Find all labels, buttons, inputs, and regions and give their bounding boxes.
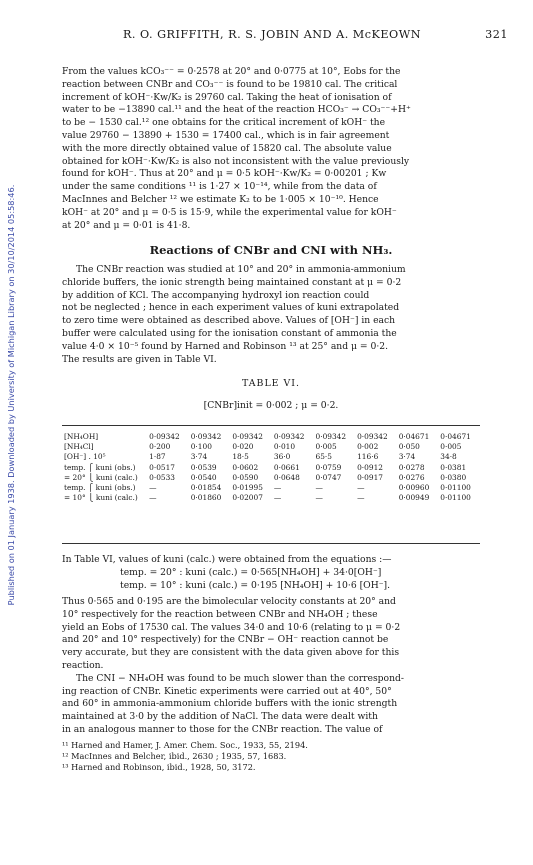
text-line: found for kOH⁻. Thus at 20° and μ = 0·5 kOH⁻·Kw/K₂ = 0·00201 ; Kw — [62, 168, 387, 180]
equations-intro: In Table VI, values of kuni (calc.) were obtained from the equations :— — [62, 554, 392, 565]
text-line: in an analogous manner to those for the CNBr reaction. The value of — [62, 723, 383, 735]
table-row — [62, 432, 480, 442]
row-label: temp. ⎧ kuni (obs.) — [64, 462, 136, 472]
text-line: buffer were calculated using for the ionisation constant of ammonia the — [62, 327, 397, 339]
text-line: value 4·0 × 10⁻⁵ found by Harned and Robinson ¹³ at 25° and μ = 0·2. — [62, 340, 389, 352]
table-cell: — — [315, 493, 323, 503]
table-cell: 0·0540 — [190, 472, 217, 482]
text-line: at 20° and μ = 0·01 is 41·8. — [62, 219, 191, 231]
text-line: reaction. — [62, 659, 104, 671]
footnotes — [62, 740, 480, 773]
table-cell: — — [149, 483, 157, 493]
row-label: = 10° ⎩ kuni (calc.) — [64, 493, 138, 503]
table-cell: 0·01100 — [440, 493, 471, 503]
text-line: increment of kOH⁻·Kw/K₂ is 29760 cal. Taking the heat of ionisation of — [62, 91, 392, 103]
equation: temp. = 10° : kuni (calc.) = 0·195 [NH₄OH] + 10·6 [OH⁻]. — [120, 579, 391, 591]
table-cell: 0·050 — [398, 442, 420, 452]
text-line: 10° respectively for the reaction between CNBr and NH₄OH ; these — [62, 608, 378, 620]
header-authors: R. O. GRIFFITH, R. S. JOBIN AND A. McKEOWN — [122, 28, 422, 41]
table-row — [62, 442, 480, 452]
table-cell: 0·0590 — [232, 472, 259, 482]
table-cell: 34·8 — [440, 452, 457, 462]
section-title: Reactions of CNBr and CNI with NH₃. — [149, 243, 393, 257]
table-cell: 0·00960 — [398, 483, 430, 493]
table-cell: 0·002 — [357, 442, 379, 452]
text-line: reaction between CNBr and CO₃⁻⁻ is found to be 19810 cal. The critical — [62, 78, 398, 90]
table-row — [62, 483, 480, 493]
equation: temp. = 20° : kuni (calc.) = 0·565[NH₄OH] + 34·0[OH⁻] — [120, 566, 382, 578]
footnote: ¹² MacInnes and Belcher, ibid., 2630 ; 1935, 57, 1683. — [62, 751, 287, 761]
table-cell: 0·0381 — [440, 462, 467, 472]
text-line: The results are given in Table VI. — [62, 353, 217, 365]
table-row — [62, 493, 480, 503]
table-cell: 0·0380 — [440, 472, 467, 482]
table-condition: [CNBr]init = 0·002 ; μ = 0·2. — [203, 400, 339, 411]
table-cell: — — [273, 493, 282, 503]
table-cell: 0·04671 — [440, 432, 471, 441]
table-cell: 0·005 — [315, 442, 337, 452]
text-line: MacInnes and Belcher ¹² we estimate K₂ to be 1·005 × 10⁻¹⁰. Hence — [62, 193, 379, 205]
table-cell: 0·0648 — [273, 472, 300, 482]
table-cell: 18·5 — [232, 452, 249, 462]
table-cell: 0·0539 — [190, 462, 217, 472]
text-line: maintained at 3·0 by the addition of NaCl. The data were dealt with — [62, 711, 378, 723]
table-cell: 0·09342 — [232, 432, 263, 441]
table-cell: 0·00949 — [398, 493, 430, 503]
intro-paragraph — [62, 66, 480, 232]
table-cell: 0·09342 — [315, 432, 347, 441]
table-cell: 0·0661 — [273, 462, 300, 472]
table-cell: 36·0 — [273, 452, 291, 462]
table-cell: 0·09342 — [357, 432, 388, 441]
table-cell: 0·0533 — [149, 472, 176, 482]
table-cell: — — [357, 493, 365, 503]
footnote: ¹¹ Harned and Hamer, J. Amer. Chem. Soc., 1933, 55, 2194. — [62, 740, 308, 750]
text-line: From the values kCO₃⁻⁻ = 0·2578 at 20° and 0·0775 at 10°, Eobs for the — [62, 66, 401, 77]
section-paragraph — [62, 264, 480, 366]
text-line: and 60° in ammonia-ammonium chloride buffers with the ionic strength — [62, 698, 398, 710]
table-cell: 0·09342 — [190, 432, 222, 441]
text-line: by addition of KCl. The accompanying hydroxyl ion reaction could — [62, 289, 370, 301]
table-cell: 0·005 — [440, 442, 462, 452]
table-cell: 0·09342 — [273, 432, 305, 441]
text-line: kOH⁻ at 20° and μ = 0·5 is 15·9, while the experimental value for kOH⁻ — [62, 206, 397, 218]
table-cell: 0·0276 — [398, 472, 425, 482]
table-cell: — — [149, 493, 157, 503]
table-cell: — — [273, 483, 282, 493]
table-cell: 0·04671 — [398, 432, 430, 441]
table-cell: 0·0602 — [232, 462, 259, 472]
data-table — [62, 425, 480, 544]
table-row — [62, 452, 480, 462]
text-line: obtained for kOH⁻·Kw/K₂ is also not inconsistent with the value previously — [62, 155, 410, 167]
text-line: to be − 1530 cal.¹² one obtains for the critical increment of kOH⁻ the — [62, 117, 386, 129]
table-cell: — — [315, 483, 323, 493]
row-label: [NH₄Cl] — [64, 442, 94, 452]
text-line: to zero time were obtained as described above. Values of [OH⁻] in each — [62, 315, 396, 327]
table-cell: 0·0747 — [315, 472, 342, 482]
table-cell: 0·01100 — [440, 483, 471, 493]
table-row — [62, 473, 480, 483]
table-cell: 0·02007 — [232, 493, 263, 503]
table-cell: 0·09342 — [149, 432, 180, 441]
table-cell: 0·0917 — [357, 472, 383, 482]
text-line: with the more directly obtained value of 15820 cal. The absolute value — [62, 142, 392, 154]
table-cell: 3·74 — [190, 452, 208, 462]
text-line: value 29760 − 13890 + 1530 = 17400 cal., which is in fair agreement — [62, 129, 390, 141]
table-cell: 3·74 — [398, 452, 416, 462]
table-cell: — — [357, 483, 365, 493]
table-body — [62, 432, 480, 503]
row-label: temp. ⎧ kuni (obs.) — [64, 483, 136, 493]
equations-block — [62, 554, 480, 592]
text-line: not be neglected ; hence in each experiment values of kuni extrapolated — [62, 302, 400, 314]
footnote: ¹³ Harned and Robinson, ibid., 1928, 50, 3172. — [62, 762, 256, 772]
text-line: The CNI − NH₄OH was found to be much slower than the correspond- — [76, 672, 404, 684]
text-line: very accurate, but they are consistent with the data given above for this — [62, 647, 400, 659]
page-number: 321 — [485, 28, 508, 41]
table-cell: 0·01854 — [190, 483, 222, 493]
text-line: ing reaction of CNBr. Kinetic experiments were carried out at 40°, 50° — [62, 685, 392, 697]
table-cell: 0·01860 — [190, 493, 222, 503]
row-label: = 20° ⎩ kuni (calc.) — [64, 472, 138, 482]
table-cell: 0·020 — [232, 442, 254, 452]
text-line: and 20° and 10° respectively) for the CNBr − OH⁻ reaction cannot be — [62, 634, 389, 646]
download-stamp-text: Published on 01 January 1938. Downloaded by University of Michigan Library on 30/10/2014 05:58:46. — [6, 184, 16, 606]
table-cell: 116·6 — [357, 452, 379, 462]
row-label: [OH⁻] . 10⁵ — [64, 452, 106, 462]
text-line: The CNBr reaction was studied at 10° and 20° in ammonia-ammonium — [76, 264, 406, 275]
table-title: TABLE VI. — [242, 378, 300, 389]
table-cell: 0·200 — [149, 442, 171, 452]
table-cell: 0·0278 — [398, 462, 425, 472]
text-line: chloride buffers, the ionic strength being maintained constant at μ = 0·2 — [62, 276, 402, 288]
table-cell: 0·0759 — [315, 462, 342, 472]
closing-paragraph — [62, 596, 480, 737]
row-label: [NH₄OH] — [64, 432, 99, 441]
table-cell: 0·0517 — [149, 462, 176, 472]
table-cell: 0·01995 — [232, 483, 263, 493]
download-stamp — [6, 50, 16, 740]
table-cell: 0·0912 — [357, 462, 383, 472]
running-header — [62, 28, 508, 41]
table-cell: 0·010 — [273, 442, 296, 452]
table-row — [62, 463, 480, 473]
text-line: Thus 0·565 and 0·195 are the bimolecular velocity constants at 20° and — [62, 596, 396, 607]
text-line: yield an Eobs of 17530 cal. The values 34·0 and 10·6 (relating to μ = 0·2 — [62, 621, 401, 633]
table-cell: 0·100 — [190, 442, 212, 452]
text-line: under the same conditions ¹¹ is 1·27 × 10⁻¹⁴, while from the data of — [62, 181, 377, 193]
table-cell: 1·87 — [149, 452, 166, 462]
text-line: water to be −13890 cal.¹¹ and the heat of the reaction HCO₃⁻ → CO₃⁻⁻+H⁺ — [62, 104, 411, 116]
table-cell: 65·5 — [315, 452, 332, 462]
